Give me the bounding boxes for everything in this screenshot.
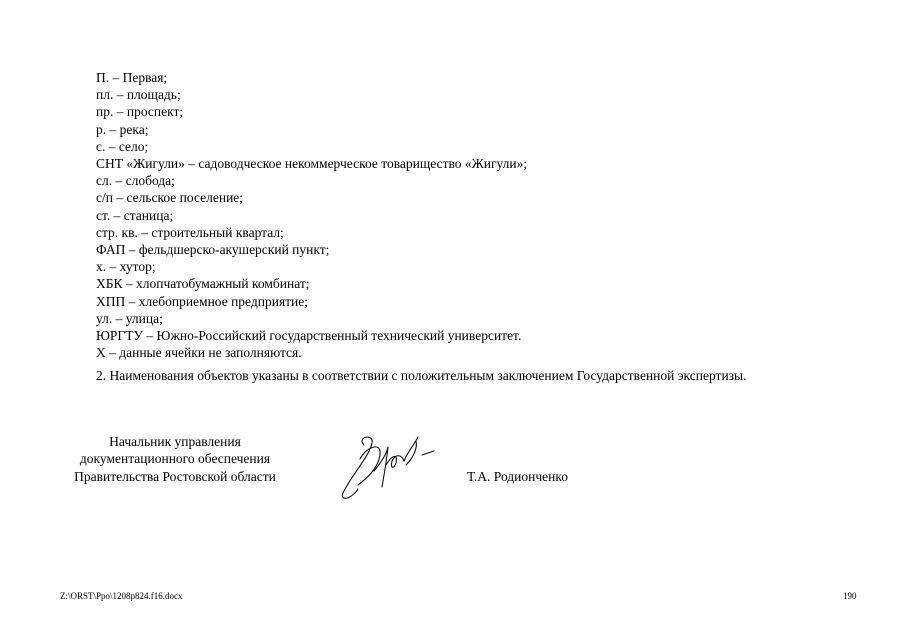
handwritten-signature	[330, 425, 450, 505]
abbreviation-item: Х – данные ячейки не заполняются.	[96, 345, 302, 361]
footer-file-path: Z:\ORST\Ppo\1208p824.f16.docx	[60, 591, 183, 601]
position-line: документационного обеспечения	[79, 451, 271, 467]
abbreviation-item: пл. – площадь;	[96, 87, 181, 103]
abbreviation-item: р. – река;	[96, 121, 149, 137]
abbreviation-item: стр. кв. – строительный квартал;	[96, 224, 284, 240]
position-line: Правительства Ростовской области	[74, 468, 276, 484]
abbreviation-item: ст. – станица;	[96, 207, 174, 223]
abbreviation-item: ЮРГТУ – Южно-Российский государственный технический университет.	[96, 328, 522, 344]
abbreviation-item: сл. – слобода;	[96, 173, 175, 189]
abbreviation-item: с/п – сельское поселение;	[96, 190, 244, 206]
abbreviation-item: ул. – улица;	[96, 310, 163, 326]
abbreviation-list	[96, 69, 527, 361]
abbreviation-item: с. – село;	[96, 138, 149, 154]
abbreviation-item: х. – хутор;	[96, 259, 156, 275]
abbreviation-item: СНТ «Жигули» – садоводческое некоммерческое товарищество «Жигули»;	[96, 156, 528, 172]
page-number: 190	[843, 591, 857, 601]
abbreviation-item: П. – Первая;	[96, 70, 168, 85]
signatory-position	[50, 433, 300, 485]
abbreviation-item: пр. – проспект;	[96, 104, 184, 120]
abbreviation-item: ХБК – хлопчатобумажный комбинат;	[96, 276, 310, 292]
abbreviation-item: ХПП – хлебоприемное предприятие;	[96, 293, 309, 309]
position-line: Начальник управления	[109, 434, 241, 449]
signer-name: Т.А. Родионченко	[467, 469, 568, 484]
abbreviation-item: ФАП – фельдшерско-акушерский пункт;	[96, 242, 330, 258]
expertise-note: 2. Наименования объектов указаны в соответствии с положительным заключением Государственной экспертизы.	[96, 368, 747, 383]
